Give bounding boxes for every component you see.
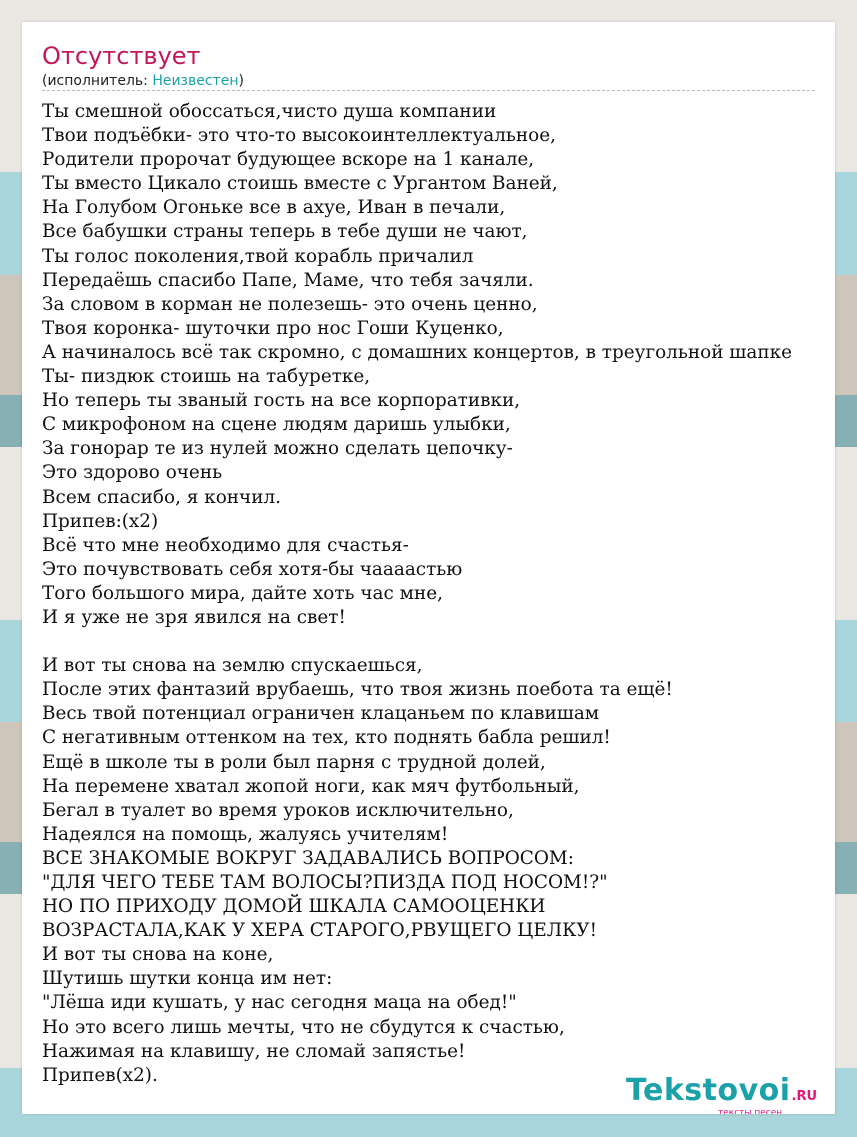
lyric-line: Шутишь шутки конца им нет:	[42, 968, 333, 990]
lyric-line: "ДЛЯ ЧЕГО ТЕБЕ ТАМ ВОЛОСЫ?ПИЗДА ПОД НОСОМ!?"	[42, 872, 608, 893]
site-logo[interactable]	[626, 1073, 818, 1114]
lyric-line: Твоя коронка- шуточки про нос Гоши Куценко,	[42, 317, 504, 339]
lyric-line: С негативным оттенком на тех, кто поднять бабла решил!	[42, 727, 611, 749]
lyric-line: Ты вместо Цикало стоишь вместе с Ургантом Ваней,	[42, 173, 558, 195]
lyric-line: Все бабушки страны теперь в тебе души не чают,	[42, 221, 528, 243]
lyric-line: Передаёшь спасибо Папе, Маме, что тебя зачяли.	[42, 269, 534, 291]
lyric-line: Это здорово очень	[42, 462, 223, 484]
lyric-line: Ещё в школе ты в роли был парня с трудной долей,	[42, 751, 546, 773]
lyric-line: Твои подъёбки- это что-то высокоинтеллектуальное,	[42, 125, 556, 147]
lyric-line: И вот ты снова на коне,	[42, 944, 274, 966]
lyric-line: Припев(x2).	[42, 1064, 158, 1086]
lyric-line: Того большого мира, дайте хоть час мне,	[42, 582, 443, 604]
lyric-line: Родители пророчат будующее вскоре на 1 канале,	[42, 149, 535, 171]
lyric-line: Ты смешной обоссаться,чисто душа компании	[42, 101, 497, 122]
lyric-line: Припев:(x2)	[42, 510, 159, 532]
lyric-line: Но это всего лишь мечты, что не сбудутся к счастью,	[42, 1016, 565, 1038]
lyric-line: И я уже не зря явился на свет!	[42, 606, 346, 628]
lyric-line: Бегал в туалет во время уроков исключительно,	[42, 799, 514, 821]
lyric-line	[42, 630, 835, 654]
lyric-line: Весь твой потенциал ограничен клацаньем по клавишам	[42, 703, 600, 725]
lyric-line: Нажимая на клавишу, не сломай запястье!	[42, 1040, 466, 1062]
performer-prefix: (исполнитель:	[42, 73, 153, 89]
title-divider	[42, 90, 815, 91]
lyric-line: А начиналось всё так скромно, с домашних концертов, в треугольной шапке	[42, 341, 792, 363]
lyric-line: Всем спасибо, я кончил.	[42, 486, 281, 508]
lyric-line: С микрофоном на сцене людям даришь улыбки,	[42, 414, 511, 436]
lyrics-card	[22, 22, 835, 1114]
lyric-line: Ты- пиздюк стоишь на табуретке,	[42, 366, 371, 388]
lyric-line: За словом в корман не полезешь- это очень ценно,	[42, 293, 538, 315]
lyric-line: На перемене хватал жопой ноги, как мяч футбольный,	[42, 775, 580, 797]
lyric-line: Всё что мне необходимо для счастья-	[42, 534, 409, 556]
lyric-line: НО ПО ПРИХОДУ ДОМОЙ ШКАЛА САМООЦЕНКИ	[42, 896, 546, 918]
lyric-line: На Голубом Огоньке все в ахуе, Иван в печали,	[42, 197, 506, 219]
lyric-line: Это почувствовать себя хотя-бы чаааастью	[42, 558, 463, 580]
logo-wordmark: Tekstovoi	[626, 1073, 791, 1108]
lyric-line: За гонорар те из нулей можно сделать цепочку-	[42, 438, 513, 460]
lyric-line: Но теперь ты званый гость на все корпоративки,	[42, 390, 521, 412]
logo-tagline: тексты песен	[718, 1108, 783, 1114]
logo-domain-suffix: .RU	[791, 1089, 818, 1104]
performer-link[interactable]: Неизвестен	[152, 73, 239, 89]
song-title: Отсутствует	[42, 42, 201, 70]
performer-suffix: )	[238, 73, 244, 89]
lyric-line: И вот ты снова на землю спускаешься,	[42, 655, 423, 677]
lyrics-text	[42, 100, 835, 1088]
lyric-line: После этих фантазий врубаешь, что твоя жизнь поебота та ещё!	[42, 679, 673, 701]
lyric-line: Ты голос поколения,твой корабль причалил	[42, 245, 474, 267]
lyric-line: ВСЕ ЗНАКОМЫЕ ВОКРУГ ЗАДАВАЛИСЬ ВОПРОСОМ:	[42, 847, 574, 869]
lyric-line: "Лёша иди кушать, у нас сегодня маца на обед!"	[42, 992, 517, 1014]
lyric-line: Надеялся на помощь, жалуясь учителям!	[42, 823, 449, 845]
lyric-line: ВОЗРАСТАЛА,КАК У ХЕРА СТАРОГО,РВУЩЕГО ЦЕЛКУ!	[42, 920, 598, 942]
performer-line	[42, 72, 244, 90]
